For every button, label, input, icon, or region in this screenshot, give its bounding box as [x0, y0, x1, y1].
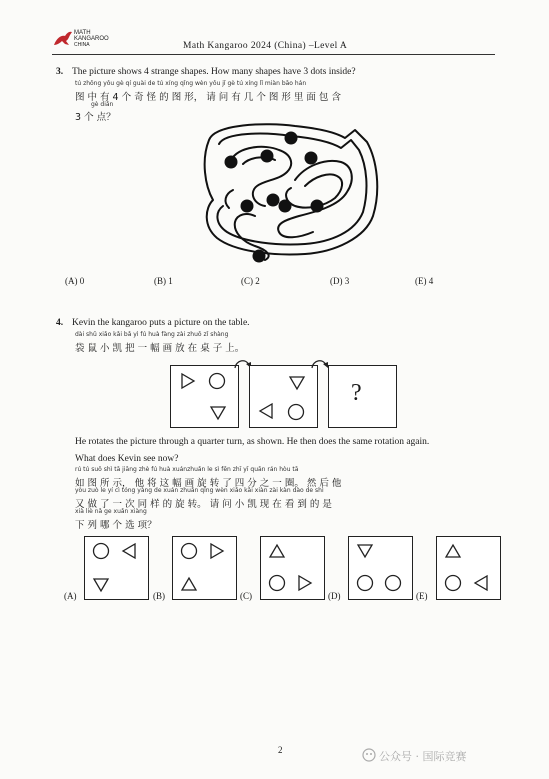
circle-icon	[210, 374, 225, 389]
q4-option-a-picture[interactable]	[84, 536, 149, 600]
q3-chinese-line-1: 图 中 有 4 个 奇 怪 的 图 形， 请 问 有 几 个 图 形 里 面 包 含	[75, 92, 341, 103]
q4-option-e-picture[interactable]	[436, 536, 501, 600]
circle-icon	[289, 405, 304, 420]
circle-icon	[270, 576, 285, 591]
q4-text-3: What does Kevin see now?	[75, 454, 179, 464]
q4-pinyin-line-4: xià liè nǎ ge xuǎn xiàng	[75, 508, 147, 515]
q3-option-c[interactable]: (C) 2	[241, 276, 260, 286]
triangle-down-icon	[358, 545, 372, 557]
shape-dot	[253, 250, 266, 263]
picture-unknown	[328, 365, 397, 428]
page-header-title: Math Kangaroo 2024 (China) –Level A	[183, 41, 348, 51]
q4-number: 4.	[56, 318, 64, 328]
q3-option-a[interactable]: (A) 0	[65, 276, 85, 286]
watermark-text: 公众号 · 国际竞赛	[379, 750, 467, 763]
q3-text: The picture shows 4 strange shapes. How many shapes have 3 dots inside?	[72, 67, 356, 77]
q3-option-e[interactable]: (E) 4	[415, 276, 434, 286]
shape-dot	[225, 156, 238, 169]
shape-dot	[261, 150, 274, 163]
q3-chinese-line-2: 3 个 点？	[75, 112, 116, 123]
triangle-right-icon	[299, 576, 311, 590]
kangaroo-logo-icon	[52, 28, 74, 48]
shape-dot	[311, 200, 324, 213]
triangle-up-icon	[446, 545, 460, 557]
shape-dot	[267, 194, 280, 207]
q4-option-d-picture[interactable]	[348, 536, 413, 600]
q4-option-c-picture[interactable]	[260, 536, 325, 600]
triangle-left-icon	[123, 544, 135, 558]
q3-number: 3.	[56, 67, 64, 77]
q4-option-b-picture[interactable]	[172, 536, 237, 600]
q4-option-c-label[interactable]: (C)	[240, 591, 252, 601]
q3-pinyin-line-2: gè diǎn	[91, 101, 114, 108]
q3-option-b[interactable]: (B) 1	[154, 276, 173, 286]
shape-dot	[285, 132, 298, 145]
circle-icon	[182, 544, 197, 559]
q4-chinese-line-4: 下 列 哪 个 选 项？	[75, 520, 157, 531]
q4-pinyin-line-3: yòu zuò le yí cì tóng yàng de xuán zhuǎn qǐng wèn xiǎo kǎi xiàn zài kàn dào de shì	[75, 487, 324, 494]
q4-pinyin-line-2: rú tú suǒ shì tā jiāng zhè fú huà xuánzhuǎn le sì fēn zhī yī quān rán hòu tā	[75, 466, 299, 473]
q4-option-a-label[interactable]: (A)	[64, 591, 77, 601]
q4-chinese-line-1: 袋 鼠 小 凯 把 一 幅 画 放 在 桌 子 上。	[75, 343, 245, 354]
shape-dot	[305, 152, 318, 165]
q3-option-d[interactable]: (D) 3	[330, 276, 350, 286]
triangle-right-icon	[182, 374, 194, 388]
q4-option-b-label[interactable]: (B)	[153, 591, 165, 601]
circle-icon	[446, 576, 461, 591]
q4-chinese-line-3: 又 做 了 一 次 同 样 的 旋 转。 请 问 小 凯 现 在 看 到 的 是	[75, 499, 332, 510]
triangle-right-icon	[211, 544, 223, 558]
q4-option-d-label[interactable]: (D)	[328, 591, 341, 601]
logo-line-3: CHINA	[74, 42, 90, 48]
header-rule	[52, 54, 495, 55]
page-number: 2	[278, 745, 283, 755]
wechat-icon	[362, 748, 376, 762]
triangle-up-icon	[182, 578, 196, 590]
q3-pinyin-line-1: tú zhōng yǒu gè qí guài de tú xíng qǐng wèn yǒu jǐ gè tú xíng lǐ miàn bāo hán	[75, 80, 307, 87]
triangle-down-icon	[290, 377, 304, 389]
circle-icon	[94, 544, 109, 559]
picture-original	[170, 365, 239, 428]
circle-icon	[386, 576, 401, 591]
q4-pinyin-line-1: dài shǔ xiǎo kǎi bǎ yì fú huà fàng zài zhuō zǐ shàng	[75, 331, 229, 338]
question-mark: ?	[351, 380, 362, 406]
logo-line-2: KANGAROO	[74, 36, 109, 42]
strange-shapes-figure	[195, 120, 385, 266]
picture-rotated-once	[249, 365, 318, 428]
q4-text: Kevin the kangaroo puts a picture on the table.	[72, 318, 250, 328]
triangle-left-icon	[475, 576, 487, 590]
shape-dot	[279, 200, 292, 213]
triangle-down-icon	[94, 579, 108, 591]
triangle-down-icon	[211, 407, 225, 419]
q4-text-2: He rotates the picture through a quarter turn, as shown. He then does the same rotation again.	[75, 437, 430, 447]
circle-icon	[358, 576, 373, 591]
shape-dot	[241, 200, 254, 213]
q4-option-e-label[interactable]: (E)	[416, 591, 428, 601]
triangle-up-icon	[270, 545, 284, 557]
q4-chinese-line-2: 如 图 所 示， 他 将 这 幅 画 旋 转 了 四 分 之 一 圈。 然 后 他	[75, 478, 342, 489]
triangle-left-icon	[260, 404, 272, 418]
logo-line-1: MATH	[74, 30, 91, 36]
